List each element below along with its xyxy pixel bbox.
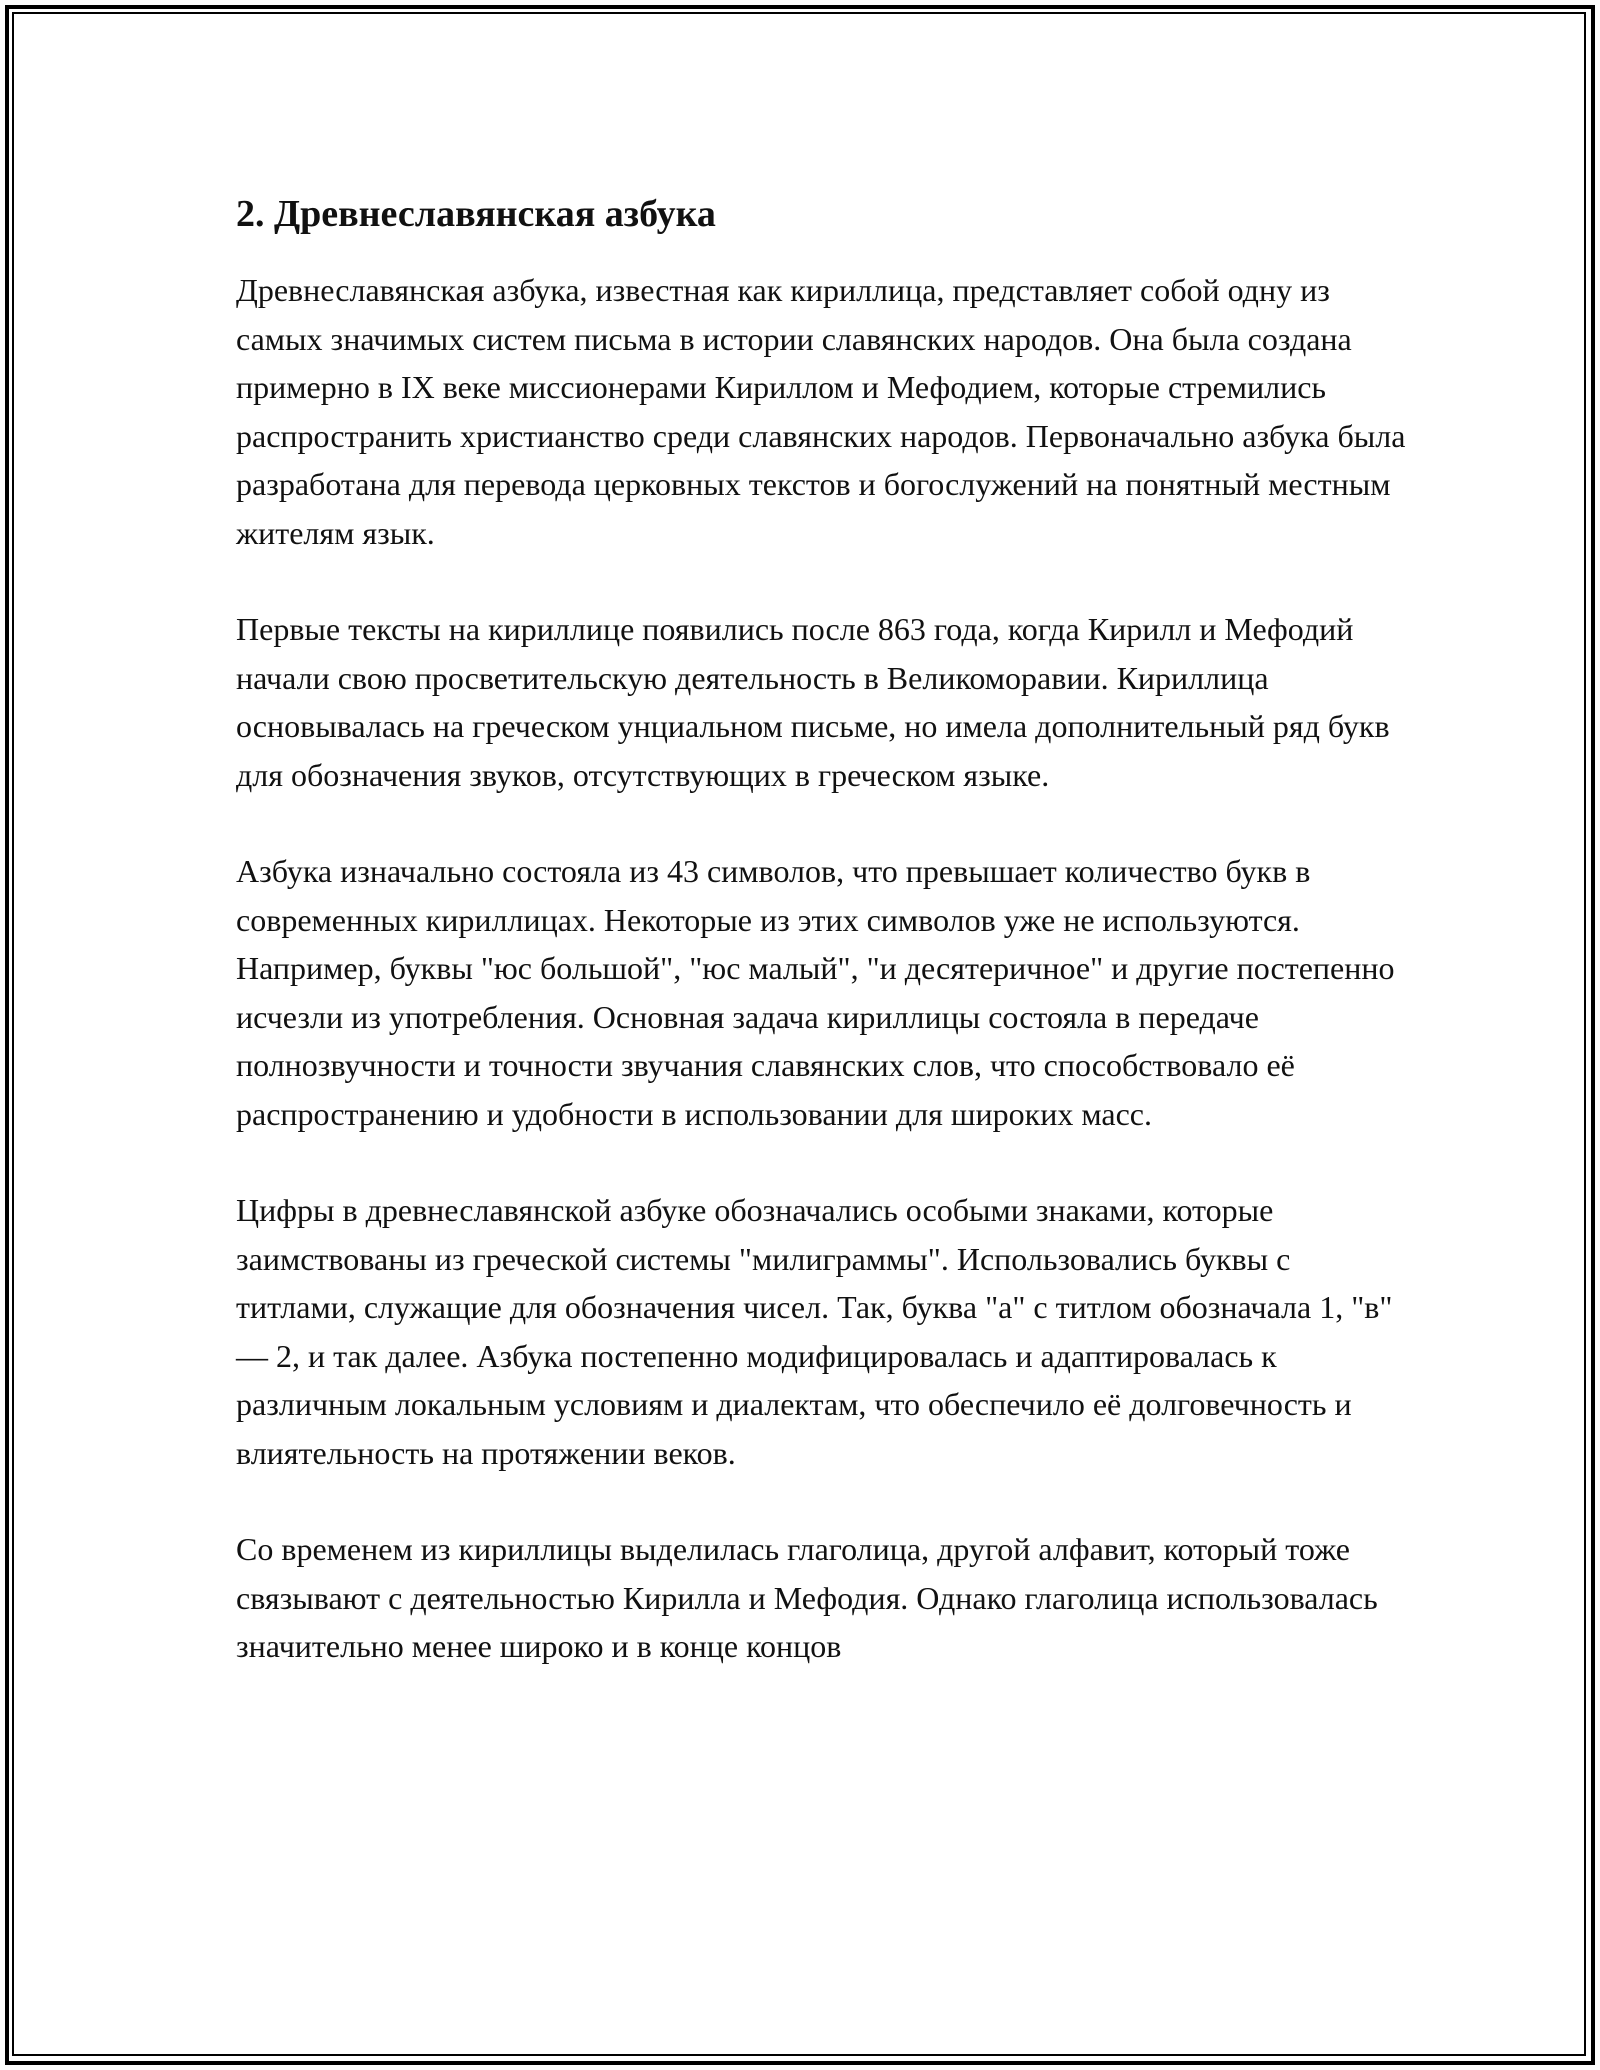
paragraph-4: Цифры в древнеславянской азбуке обозначались особыми знаками, которые заимствованы из греческой системы "милиграммы". Использовались буквы с титлами, служащие для обозначения чисел. Так, буква "а" с титлом обозначала 1, "в" — 2, и так далее. Азбука постепенно модифицировалась и адаптировалась к различным локальным условиям и диалектам, что обеспечило её долговечность и влиятельность на протяжении веков. <box>236 1192 1393 1471</box>
paragraph-1: Древнеславянская азбука, известная как кириллица, представляет собой одну из самых значимых систем письма в истории славянских народов. Она была создана примерно в IX веке миссионерами Кириллом и Мефодием, которые стремились распространить христианство среди славянских народов. Первоначально азбука была разработана для перевода церковных текстов и богослужений на понятный местным жителям язык. <box>236 272 1406 551</box>
paragraph-2: Первые тексты на кириллице появились после 863 года, когда Кирилл и Мефодий начали свою просветительскую деятельность в Великоморавии. Кириллица основывалась на греческом унциальном письме, но имела дополнительный ряд букв для обозначения звуков, отсутствующих в греческом языке. <box>236 611 1390 793</box>
document-body <box>236 186 1416 1719</box>
section-heading: 2. Древнеславянская азбука <box>236 193 716 235</box>
paragraph-3: Азбука изначально состояла из 43 символов, что превышает количество букв в современных кириллицах. Некоторые из этих символов уже не используются. Например, буквы "юс большой", "юс малый", "и десятеричное" и другие постепенно исчезли из употребления. Основная задача кириллицы состояла в передаче полнозвучности и точности звучания славянских слов, что способствовало её распространению и удобности в использовании для широких масс. <box>236 853 1395 1132</box>
paragraph-5: Со временем из кириллицы выделилась глаголица, другой алфавит, который тоже связывают с деятельностью Кирилла и Мефодия. Однако глаголица использовалась значительно менее широко и в конце концов <box>236 1531 1378 1664</box>
